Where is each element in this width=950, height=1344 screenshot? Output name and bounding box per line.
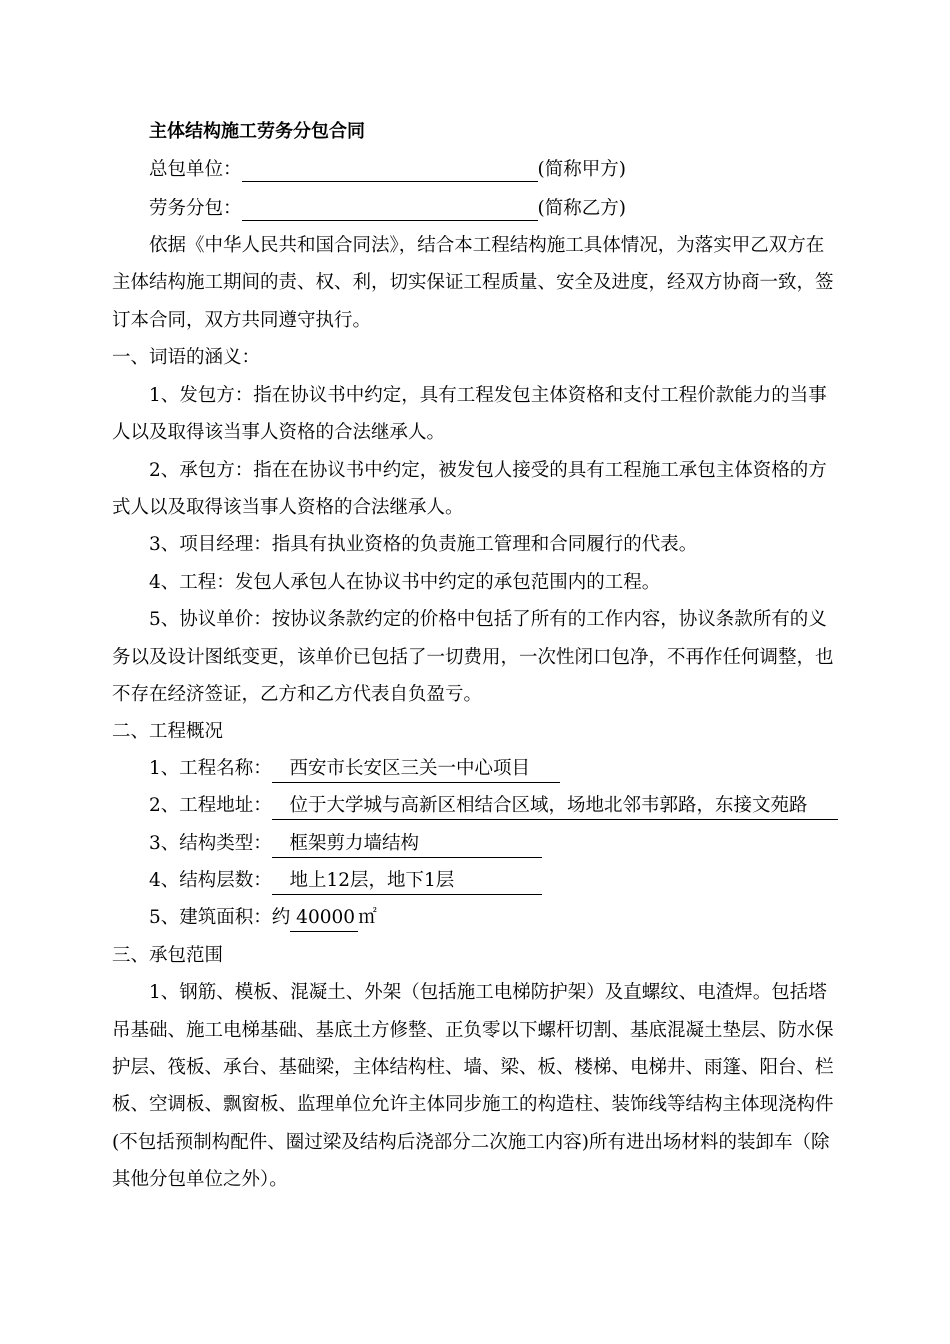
- party-b-note: (简称乙方): [537, 198, 626, 219]
- structure-type-row: [149, 832, 542, 858]
- party-b-blank[interactable]: [242, 200, 538, 221]
- floors-label: 4、结构层数：: [149, 870, 272, 891]
- scope-line: 护层、筏板、承台、基础梁，主体结构柱、墙、梁、板、楼梯、电梯井、雨篷、阳台、栏: [112, 1057, 834, 1078]
- party-a-row: [149, 158, 626, 182]
- preamble-line: 主体结构施工期间的责、权、利，切实保证工程质量、安全及进度，经双方协商一致，签: [112, 272, 834, 293]
- scope-line: 1、钢筋、模板、混凝土、外架（包括施工电梯防护架）及直螺纹、电渣焊。包括塔: [149, 982, 827, 1003]
- scope-line: 板、空调板、飘窗板、监理单位允许主体同步施工的构造柱、装饰线等结构主体现浇构件: [112, 1094, 834, 1115]
- party-a-label: 总包单位：: [149, 159, 242, 180]
- area-row: [149, 906, 377, 932]
- definition-line: 1、发包方：指在协议书中约定，具有工程发包主体资格和支付工程价款能力的当事: [149, 385, 827, 406]
- section-heading: 一、词语的涵义：: [112, 347, 261, 368]
- definition-line: 3、项目经理：指具有执业资格的负责施工管理和合同履行的代表。: [149, 534, 698, 555]
- project-address-value[interactable]: 位于大学城与高新区相结合区域，场地北邻韦郭路，东接文苑路: [272, 794, 838, 820]
- area-value[interactable]: 40000: [290, 906, 358, 932]
- party-a-blank[interactable]: [242, 161, 538, 182]
- party-b-label: 劳务分包：: [149, 198, 242, 219]
- definition-line: 2、承包方：指在在协议书中约定，被发包人接受的具有工程施工承包主体资格的方: [149, 460, 827, 481]
- floors-row: [149, 869, 542, 895]
- scope-line: (不包括预制构配件、圈过梁及结构后浇部分二次施工内容)所有进出场材料的装卸车（除: [112, 1132, 830, 1153]
- structure-type-label: 3、结构类型：: [149, 833, 272, 854]
- project-name-row: [149, 757, 560, 783]
- area-unit: ㎡: [358, 907, 377, 928]
- section-heading: 二、工程概况: [112, 721, 224, 742]
- floors-value[interactable]: 地上12层，地下1层: [272, 869, 542, 895]
- definition-line: 5、协议单价：按协议条款约定的价格中包括了所有的工作内容，协议条款所有的义: [149, 609, 827, 630]
- preamble-line: 依据《中华人民共和国合同法》，结合本工程结构施工具体情况，为落实甲乙双方在: [149, 235, 825, 256]
- project-address-row: [149, 794, 838, 820]
- preamble-line: 订本合同，双方共同遵守执行。: [112, 310, 372, 331]
- definition-line: 式人以及取得该当事人资格的合法继承人。: [112, 497, 464, 518]
- structure-type-value[interactable]: 框架剪力墙结构: [272, 832, 542, 858]
- scope-line: 吊基础、施工电梯基础、基底土方修整、正负零以下螺杆切割、基底混凝土垫层、防水保: [112, 1020, 834, 1041]
- definition-line: 务以及设计图纸变更，该单价已包括了一切费用，一次性闭口包净，不再作任何调整，也: [112, 647, 834, 668]
- definition-line: 不存在经济签证，乙方和乙方代表自负盈亏。: [112, 684, 483, 705]
- section-heading: 三、承包范围: [112, 945, 224, 966]
- project-address-label: 2、工程地址：: [149, 795, 272, 816]
- party-a-note: (简称甲方): [537, 159, 626, 180]
- party-b-row: [149, 197, 626, 221]
- definition-line: 4、工程：发包人承包人在协议书中约定的承包范围内的工程。: [149, 572, 661, 593]
- document-title: 主体结构施工劳务分包合同: [149, 121, 365, 142]
- project-name-value[interactable]: 西安市长安区三关一中心项目: [272, 757, 560, 783]
- project-name-label: 1、工程名称：: [149, 758, 272, 779]
- scope-line: 其他分包单位之外）。: [112, 1169, 288, 1190]
- definition-line: 人以及取得该当事人资格的合法继承人。: [112, 422, 446, 443]
- area-label: 5、建筑面积：约: [149, 907, 291, 928]
